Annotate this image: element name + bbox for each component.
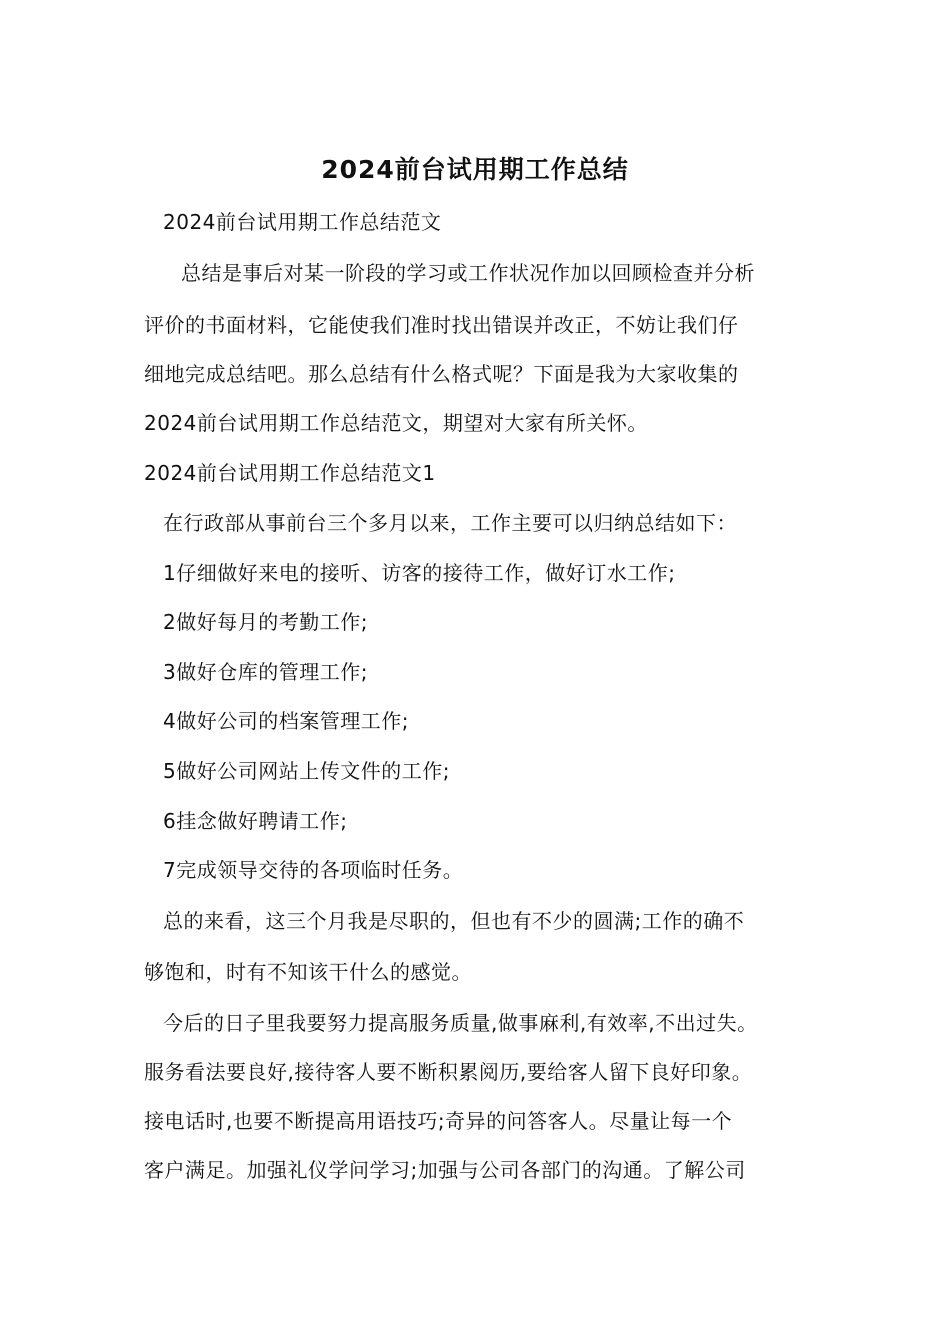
future-line: 客户满足。加强礼仪学问学习;加强与公司各部门的沟通。了解公司: [144, 1158, 746, 1182]
list-item: 3做好仓库的管理工作;: [163, 660, 368, 684]
document-subtitle: 2024前台试用期工作总结范文: [163, 210, 442, 234]
list-item: 7完成领导交待的各项临时任务。: [163, 858, 464, 882]
future-line: 接电话时,也要不断提高用语技巧;奇异的问答客人。尽量让每一个: [144, 1109, 733, 1133]
opening-paragraph: 在行政部从事前台三个多月以来，工作主要可以归纳总结如下：: [163, 511, 737, 535]
summary-line: 够饱和，时有不知该干什么的感觉。: [144, 960, 472, 984]
summary-line: 总的来看，这三个月我是尽职的，但也有不少的圆满;工作的确不: [163, 909, 745, 933]
intro-line: 评价的书面材料，它能使我们准时找出错误并改正，不妨让我们仔: [144, 313, 739, 337]
section-heading: 2024前台试用期工作总结范文1: [144, 461, 436, 485]
future-line: 今后的日子里我要努力提高服务质量,做事麻利,有效率,不出过失。: [163, 1011, 758, 1035]
intro-line: 细地完成总结吧。那么总结有什么格式呢？下面是我为大家收集的: [144, 362, 739, 386]
intro-line: 总结是事后对某一阶段的学习或工作状况作加以回顾检查并分析: [181, 261, 755, 285]
intro-line: 2024前台试用期工作总结范文，期望对大家有所关怀。: [144, 411, 648, 435]
list-item: 5做好公司网站上传文件的工作;: [163, 759, 450, 783]
list-item: 1仔细做好来电的接听、访客的接待工作，做好订水工作;: [163, 561, 676, 585]
document-title: 2024前台试用期工作总结: [321, 155, 629, 184]
list-item: 4做好公司的档案管理工作;: [163, 709, 409, 733]
future-line: 服务看法要良好,接待客人要不断积累阅历,要给客人留下良好印象。: [144, 1060, 753, 1084]
list-item: 6挂念做好聘请工作;: [163, 809, 348, 833]
list-item: 2做好每月的考勤工作;: [163, 610, 368, 634]
